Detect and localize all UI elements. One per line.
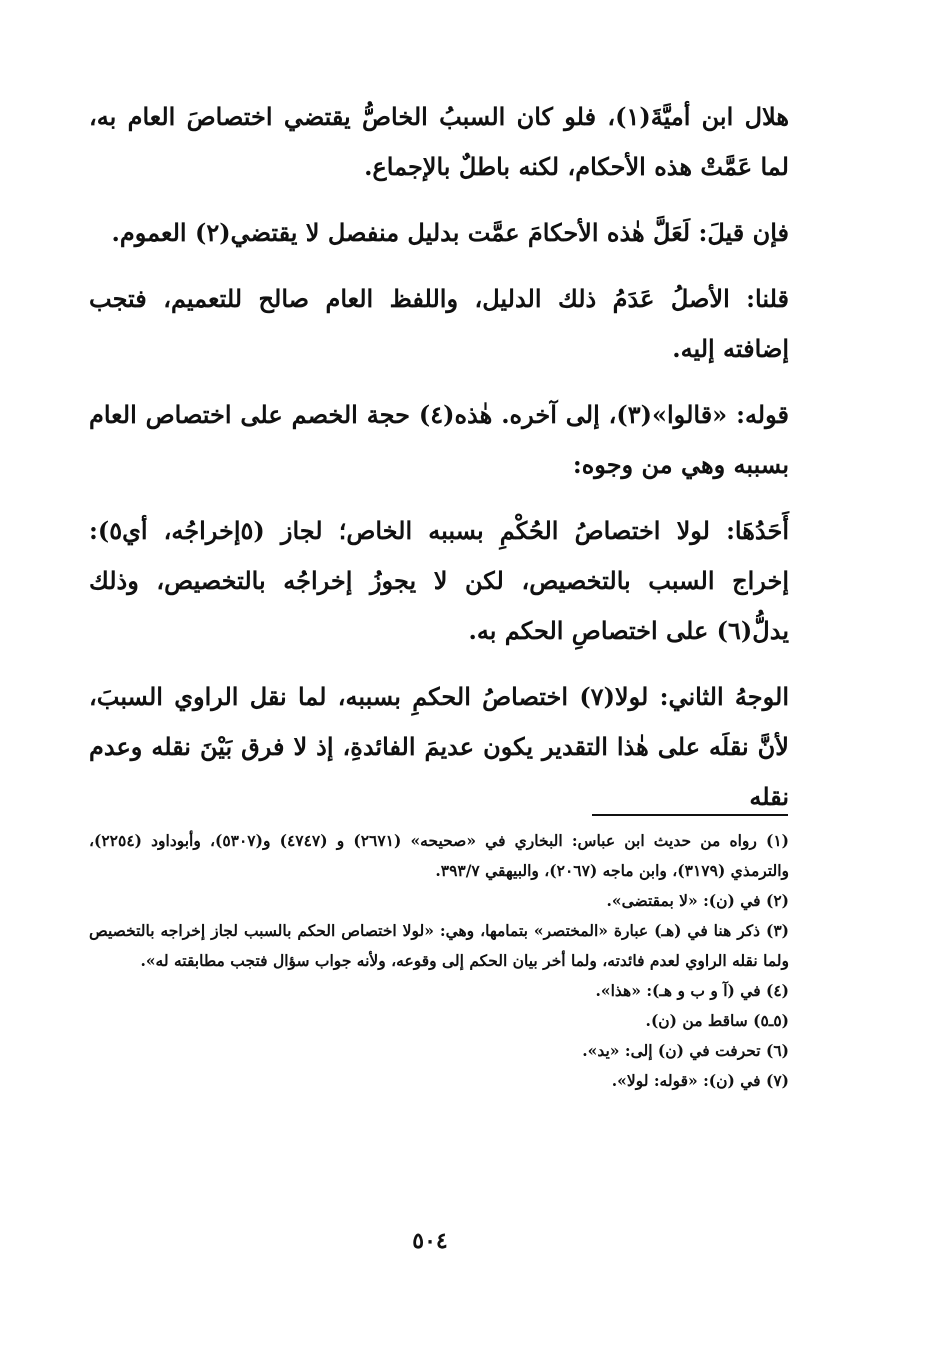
paragraph: هلال ابن أميَّةَ(١)، فلو كان السببُ الخاصُّ يقتضي اختصاصَ العام به، لما عَمَّتْ هذه الأحكام، لكنه باطلٌ بالإجماع.: [89, 102, 789, 181]
footnote: (١) رواه من حديث ابن عباس: البخاري في «صحيحه» (٢٦٧١) و (٤٧٤٧) و(٥٣٠٧)، وأبوداود (٢٢٥٤)، والترمذي (٣١٧٩)، وابن ماجه (٢٠٦٧)، والبيهقي ٣٩٣/٧.: [89, 831, 789, 880]
footnote: (٥ـ٥) ساقط من (ن).: [645, 1011, 789, 1030]
paragraph: الوجهُ الثاني: لولا(٧) اختصاصُ الحكمِ بسببه، لما نقل الراوي السببَ، لأنَّ نقلَه على هٰذا التقدير يكون عديمَ الفائدةِ، إذ لا فرق بَيْنَ نقله وعدم نقله: [89, 682, 789, 811]
paragraph: فإن قيلَ: لَعَلَّ هٰذه الأحكامَ عمَّت بدليل منفصل لا يقتضي(٢) العموم.: [111, 218, 789, 247]
paragraph: قلنا: الأصلُ عَدَمُ ذلك الدليل، واللفظ العام صالح للتعميم، فتجب إضافته إليه.: [89, 284, 789, 363]
footnote-divider: [592, 814, 788, 816]
paragraph: أَحَدُهَا: لولا اختصاصُ الحُكْمِ بسببه الخاص؛ لجاز (٥إخراجُه، أي٥): إخراج السبب بالتخصيص، لكن لا يجوزُ إخراجُه بالتخصيص، وذلك يدلُّ(٦) على اختصاصِ الحكم به.: [89, 516, 789, 645]
footnote: (٢) في (ن): «لا بمقتضى».: [606, 891, 789, 910]
footnote: (٦) تحرفت في (ن) إلى: «يد».: [582, 1041, 789, 1060]
paragraph: قوله: «قالوا»(٣)، إلى آخره. هٰذه(٤) حجة الخصم على اختصاص العام بسببه وهي من وجوه:: [89, 400, 789, 479]
footnote: (٣) ذكر هنا في (هـ) عبارة «المختصر» بتمامها، وهي: «لولا اختصاص الحكم بالسبب لجاز إخراجه بالتخصيص ولما نقله الراوي لعدم فائدته، ولما أخر بيان الحكم إلى وقوعه، ولأنه جواب سؤال فتجب مطابقته له».: [89, 921, 789, 970]
footnote: (٧) في (ن): «قوله: لولا».: [611, 1071, 789, 1090]
footnote: (٤) في (آ و ب و هـ): «هذا».: [595, 981, 789, 1000]
main-text: [89, 92, 789, 838]
footnotes: [89, 826, 789, 1096]
page-number: ٥٠٤: [412, 1228, 448, 1254]
